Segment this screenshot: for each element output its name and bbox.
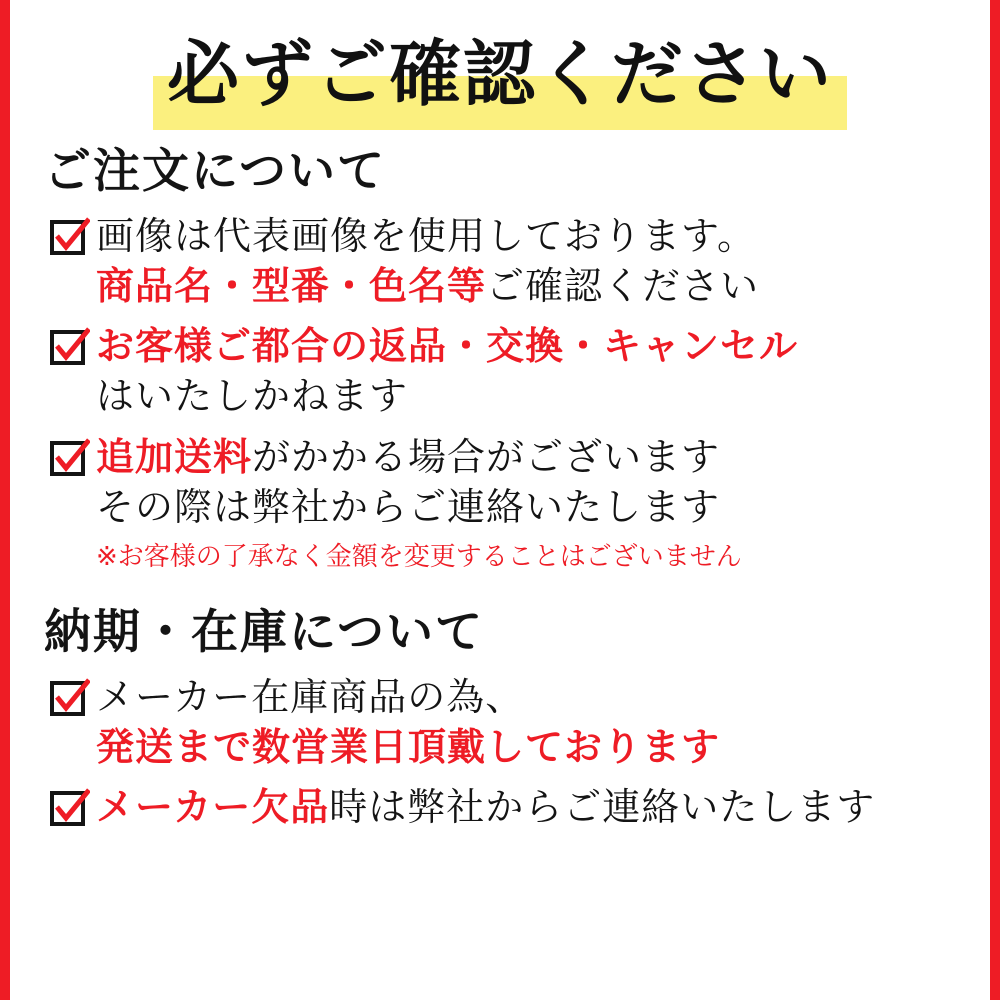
page-title [153, 34, 847, 116]
list-item-line [96, 432, 990, 482]
list-item-text [96, 211, 990, 311]
section-heading-delivery: 納期・在庫について [44, 604, 485, 660]
text-segment-red: お客様ご都合の返品・交換・キャンセル [96, 324, 799, 369]
section-heading-orders: ご注文について [44, 144, 387, 199]
checkbox-checked-icon [50, 327, 90, 367]
text-segment: その際は弊社からご連絡いたします [96, 484, 721, 529]
list-item [50, 432, 990, 573]
checkbox-checked-icon [50, 678, 90, 718]
text-segment: はいたしかねます [96, 374, 409, 419]
text-segment: 時は弊社からご連絡いたします [329, 785, 876, 830]
list-item-text [96, 782, 990, 832]
list-item-line [96, 782, 990, 832]
list-item [50, 672, 990, 772]
list-item-line [96, 321, 990, 371]
list-item [50, 321, 990, 421]
text-segment-red: 商品名・型番・色名等 [96, 264, 487, 309]
text-segment: ご確認ください [486, 264, 760, 309]
text-segment: メーカー在庫商品の為、 [96, 674, 525, 719]
checkbox-checked-icon [50, 438, 90, 478]
list-item-line [96, 371, 990, 421]
list-item-text [96, 321, 990, 421]
checkbox-checked-icon [50, 217, 90, 257]
list-item-line [96, 261, 990, 311]
left-red-border [0, 0, 10, 1000]
text-segment-red: 追加送料 [96, 434, 253, 479]
list-item [50, 782, 990, 832]
list-item-line [96, 722, 990, 772]
text-segment-red: 発送まで数営業日頂戴しております [96, 725, 721, 770]
text-segment-red: メーカー欠品 [96, 785, 330, 830]
list-item-line [96, 482, 990, 532]
list-item [50, 211, 990, 311]
text-segment: 画像は代表画像を使用しております。 [96, 214, 756, 258]
notice-content [10, 0, 990, 1000]
right-red-border [990, 0, 1000, 1000]
list-item-note: ※お客様の了承なく金額を変更することはございません [96, 541, 742, 572]
checkbox-checked-icon [50, 788, 90, 828]
title-text: 必ずご確認ください [166, 32, 833, 116]
title-area [10, 0, 990, 116]
list-item-line [96, 211, 990, 261]
list-item-line [96, 672, 990, 722]
list-item-text [96, 432, 990, 573]
list-item-text [96, 672, 990, 772]
text-segment: がかかる場合がございます [252, 434, 721, 479]
